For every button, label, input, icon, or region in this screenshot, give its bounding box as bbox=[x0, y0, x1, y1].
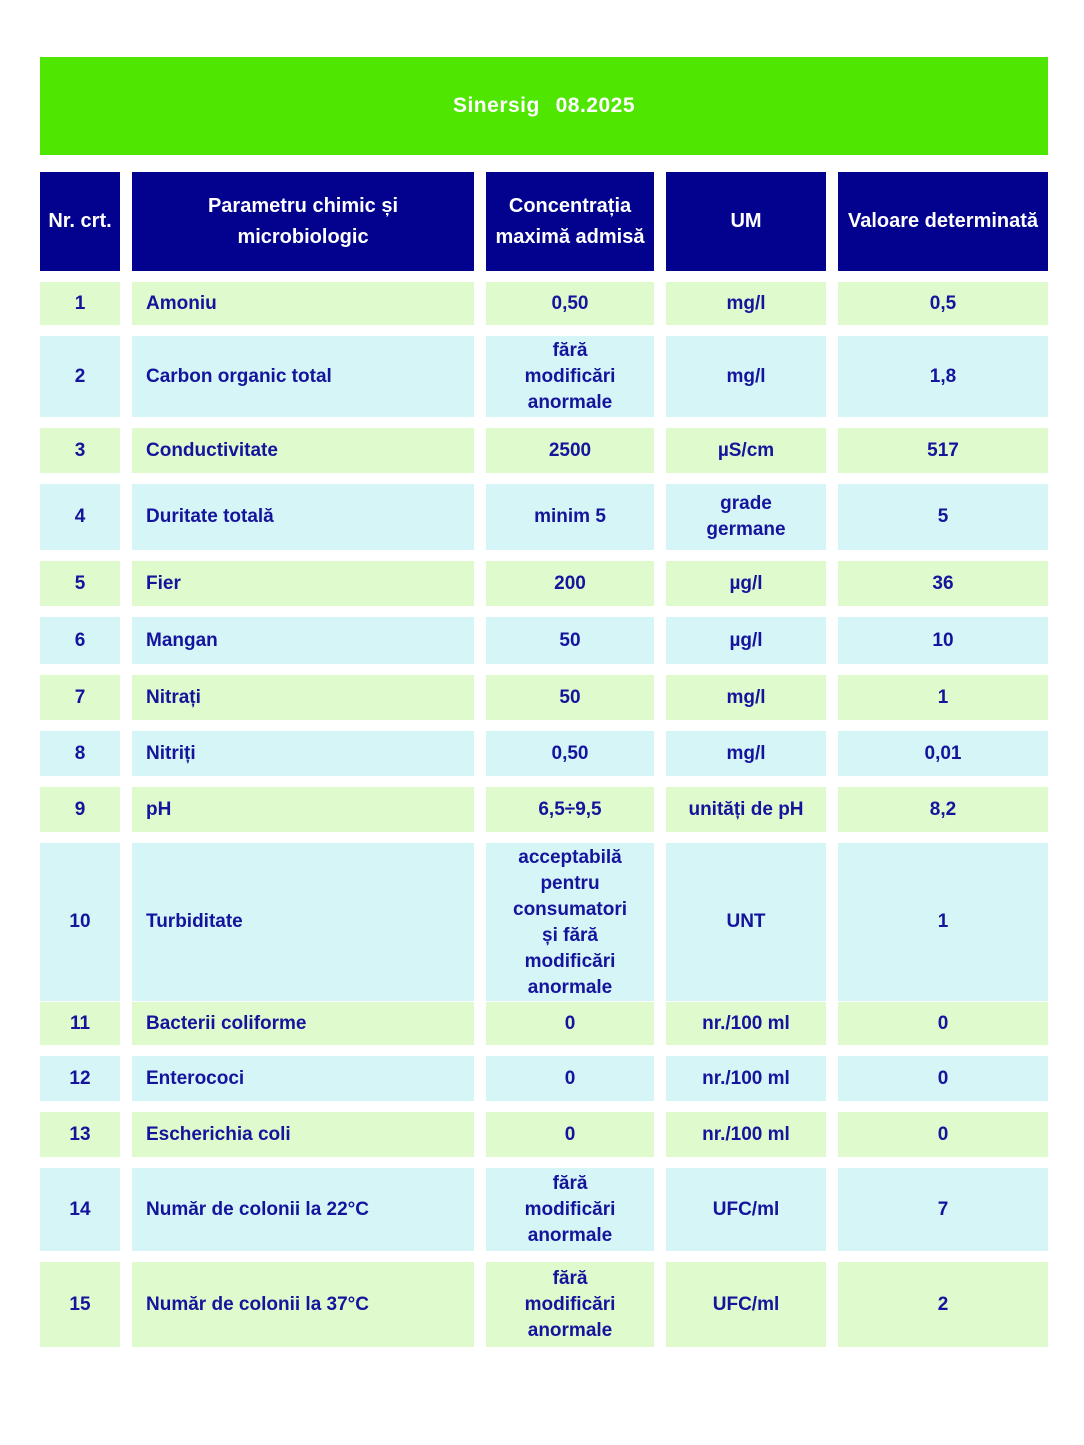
table-row bbox=[40, 675, 1048, 720]
table-row bbox=[40, 1168, 1048, 1251]
header-unit: UM bbox=[666, 172, 826, 271]
cell-parameter: Amoniu bbox=[132, 282, 474, 325]
cell-max-concentration: 50 bbox=[486, 675, 654, 720]
cell-max-concentration: 0,50 bbox=[486, 282, 654, 325]
cell-parameter: Nitriți bbox=[132, 731, 474, 776]
cell-determined-value: 0 bbox=[838, 1002, 1048, 1045]
table-row bbox=[40, 843, 1048, 998]
table-row bbox=[40, 1112, 1048, 1157]
cell-determined-value: 1,8 bbox=[838, 336, 1048, 417]
cell-parameter: Număr de colonii la 37°C bbox=[132, 1262, 474, 1347]
cell-parameter: Număr de colonii la 22°C bbox=[132, 1168, 474, 1251]
cell-parameter: Enterococi bbox=[132, 1056, 474, 1101]
report-content bbox=[40, 57, 1048, 1358]
cell-unit: UFC/ml bbox=[666, 1262, 826, 1347]
table-header-row bbox=[40, 172, 1048, 271]
cell-parameter: Carbon organic total bbox=[132, 336, 474, 417]
cell-nr: 4 bbox=[40, 484, 120, 550]
cell-unit: UNT bbox=[666, 843, 826, 1001]
cell-parameter: Conductivitate bbox=[132, 428, 474, 473]
cell-unit: nr./100 ml bbox=[666, 1056, 826, 1101]
cell-unit: mg/l bbox=[666, 731, 826, 776]
cell-max-concentration: 0 bbox=[486, 1112, 654, 1157]
table-row bbox=[40, 617, 1048, 664]
cell-parameter: pH bbox=[132, 787, 474, 832]
cell-nr: 6 bbox=[40, 617, 120, 664]
cell-parameter: Escherichia coli bbox=[132, 1112, 474, 1157]
header-max-concentration: Concentrația maximă admisă bbox=[486, 172, 654, 271]
header-parameter: Parametru chimic și microbiologic bbox=[132, 172, 474, 271]
cell-unit: µS/cm bbox=[666, 428, 826, 473]
cell-determined-value: 2 bbox=[838, 1262, 1048, 1347]
cell-parameter: Turbiditate bbox=[132, 843, 474, 1001]
cell-determined-value: 1 bbox=[838, 675, 1048, 720]
cell-max-concentration: 50 bbox=[486, 617, 654, 664]
cell-max-concentration: 0 bbox=[486, 1056, 654, 1101]
cell-max-concentration: 0 bbox=[486, 1002, 654, 1045]
cell-unit: mg/l bbox=[666, 282, 826, 325]
cell-max-concentration: fără modificări anormale bbox=[486, 1262, 654, 1347]
cell-nr: 2 bbox=[40, 336, 120, 417]
table-row bbox=[40, 1056, 1048, 1101]
cell-determined-value: 0,5 bbox=[838, 282, 1048, 325]
table-row bbox=[40, 787, 1048, 832]
cell-nr: 7 bbox=[40, 675, 120, 720]
cell-parameter: Duritate totală bbox=[132, 484, 474, 550]
cell-determined-value: 0,01 bbox=[838, 731, 1048, 776]
cell-max-concentration: 200 bbox=[486, 561, 654, 606]
cell-nr: 9 bbox=[40, 787, 120, 832]
cell-unit: mg/l bbox=[666, 675, 826, 720]
report-title-bar bbox=[40, 57, 1048, 155]
cell-determined-value: 10 bbox=[838, 617, 1048, 664]
report-title: Sinersig 08.2025 bbox=[452, 94, 636, 117]
cell-unit: µg/l bbox=[666, 617, 826, 664]
cell-parameter: Nitrați bbox=[132, 675, 474, 720]
cell-unit: UFC/ml bbox=[666, 1168, 826, 1251]
cell-unit: unități de pH bbox=[666, 787, 826, 832]
table-row bbox=[40, 1002, 1048, 1045]
cell-nr: 11 bbox=[40, 1002, 120, 1045]
cell-nr: 5 bbox=[40, 561, 120, 606]
cell-determined-value: 517 bbox=[838, 428, 1048, 473]
cell-parameter: Bacterii coliforme bbox=[132, 1002, 474, 1045]
cell-parameter: Mangan bbox=[132, 617, 474, 664]
cell-nr: 12 bbox=[40, 1056, 120, 1101]
cell-determined-value: 5 bbox=[838, 484, 1048, 550]
cell-determined-value: 36 bbox=[838, 561, 1048, 606]
cell-max-concentration: minim 5 bbox=[486, 484, 654, 550]
cell-max-concentration: 0,50 bbox=[486, 731, 654, 776]
table-row bbox=[40, 336, 1048, 417]
cell-nr: 1 bbox=[40, 282, 120, 325]
cell-parameter: Fier bbox=[132, 561, 474, 606]
table-body bbox=[40, 282, 1048, 1347]
cell-max-concentration: 2500 bbox=[486, 428, 654, 473]
cell-unit: grade germane bbox=[666, 484, 826, 550]
cell-determined-value: 0 bbox=[838, 1112, 1048, 1157]
cell-determined-value: 1 bbox=[838, 843, 1048, 1001]
cell-unit: mg/l bbox=[666, 336, 826, 417]
cell-determined-value: 0 bbox=[838, 1056, 1048, 1101]
table-row bbox=[40, 428, 1048, 473]
cell-max-concentration: 6,5÷9,5 bbox=[486, 787, 654, 832]
cell-nr: 13 bbox=[40, 1112, 120, 1157]
cell-max-concentration: acceptabilă pentru consumatori și fără modificări anormale bbox=[486, 843, 654, 1001]
cell-nr: 14 bbox=[40, 1168, 120, 1251]
cell-unit: nr./100 ml bbox=[666, 1112, 826, 1157]
table-row bbox=[40, 484, 1048, 550]
cell-nr: 10 bbox=[40, 843, 120, 1001]
table-row bbox=[40, 1262, 1048, 1347]
cell-nr: 8 bbox=[40, 731, 120, 776]
table-row bbox=[40, 282, 1048, 325]
header-nr-crt: Nr. crt. bbox=[40, 172, 120, 271]
cell-max-concentration: fără modificări anormale bbox=[486, 336, 654, 417]
cell-nr: 15 bbox=[40, 1262, 120, 1347]
cell-nr: 3 bbox=[40, 428, 120, 473]
table-row bbox=[40, 731, 1048, 776]
cell-unit: µg/l bbox=[666, 561, 826, 606]
cell-determined-value: 8,2 bbox=[838, 787, 1048, 832]
cell-determined-value: 7 bbox=[838, 1168, 1048, 1251]
cell-max-concentration: fără modificări anormale bbox=[486, 1168, 654, 1251]
table-row bbox=[40, 561, 1048, 606]
header-determined-value: Valoare determinată bbox=[838, 172, 1048, 271]
cell-unit: nr./100 ml bbox=[666, 1002, 826, 1045]
